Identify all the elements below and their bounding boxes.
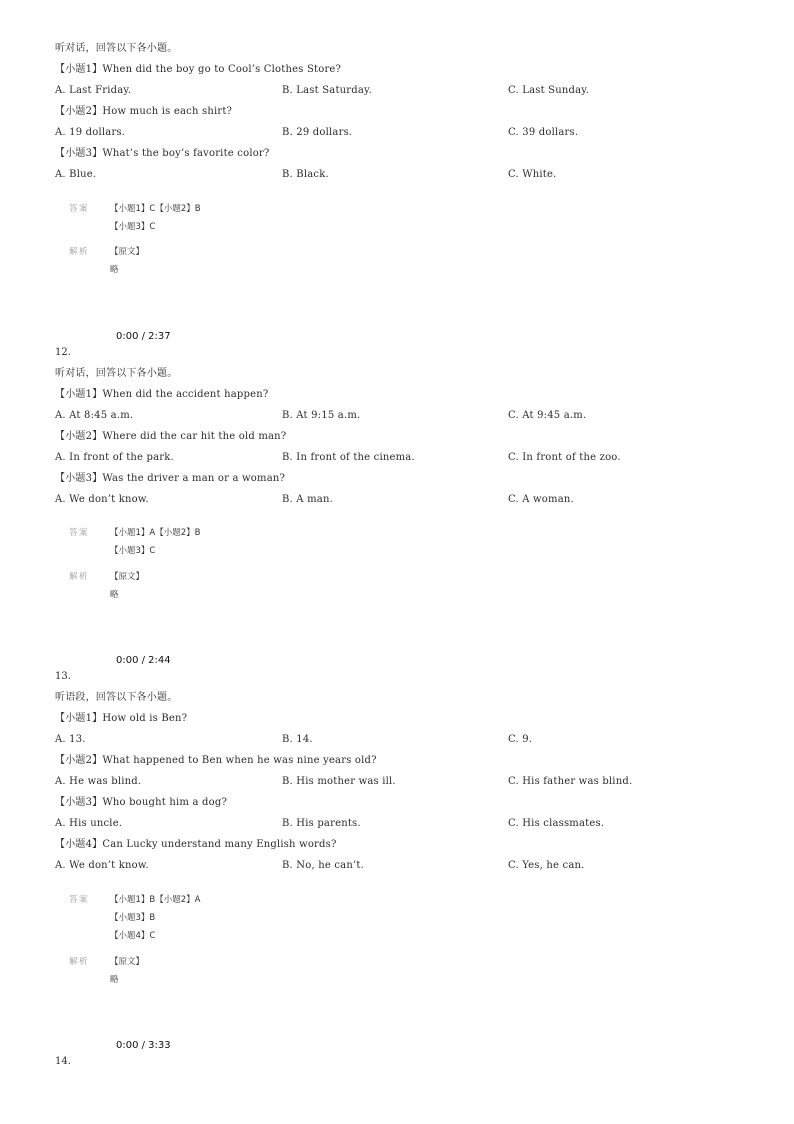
question-options <box>55 127 755 139</box>
question-stem: 【小题3】Was the driver a man or a woman? <box>55 473 286 484</box>
answer-line: 【小题3】C <box>110 546 156 556</box>
option-b: B. 14. <box>282 734 313 745</box>
audio-player-time[interactable]: 0:00 / 3:33 <box>116 1040 171 1051</box>
section-instruction: 听语段，回答以下各小题。 <box>55 692 178 703</box>
option-c: C. At 9:45 a.m. <box>508 410 587 421</box>
option-c: C. Last Sunday. <box>508 85 590 96</box>
option-b: B. 29 dollars. <box>282 127 353 138</box>
option-a: A. We don’t know. <box>55 494 149 505</box>
option-b: B. No, he can’t. <box>282 860 364 871</box>
option-a: A. Last Friday. <box>55 85 132 96</box>
question-options <box>55 85 755 97</box>
option-b: B. In front of the cinema. <box>282 452 415 463</box>
question-options <box>55 734 755 746</box>
analysis-label: 解析 <box>69 572 90 582</box>
answer-line: 【小题1】A【小题2】B <box>110 528 201 538</box>
answer-label: 答案 <box>69 528 90 538</box>
option-a: A. His uncle. <box>55 818 123 829</box>
option-c: C. In front of the zoo. <box>508 452 621 463</box>
section-instruction: 听对话，回答以下各小题。 <box>55 368 178 379</box>
audio-player-time[interactable]: 0:00 / 2:44 <box>116 655 171 666</box>
option-a: A. 13. <box>55 734 86 745</box>
question-options <box>55 410 755 422</box>
audio-player-time[interactable]: 0:00 / 2:37 <box>116 331 171 342</box>
answer-line: 【小题3】B <box>110 913 156 923</box>
option-c: C. Yes, he can. <box>508 860 585 871</box>
option-b: B. At 9:15 a.m. <box>282 410 361 421</box>
analysis-label: 解析 <box>69 247 90 257</box>
analysis-title: 【原文】 <box>110 572 145 582</box>
option-c: C. His father was blind. <box>508 776 633 787</box>
analysis-body: 略 <box>110 975 119 985</box>
option-a: A. 19 dollars. <box>55 127 126 138</box>
question-number: 13. <box>55 671 71 682</box>
question-stem: 【小题1】How old is Ben? <box>55 713 188 724</box>
analysis-title: 【原文】 <box>110 247 145 257</box>
option-a: A. He was blind. <box>55 776 142 787</box>
option-b: B. His parents. <box>282 818 361 829</box>
option-c: C. 39 dollars. <box>508 127 579 138</box>
option-a: A. Blue. <box>55 169 97 180</box>
option-a: A. In front of the park. <box>55 452 174 463</box>
question-number: 14. <box>55 1056 71 1067</box>
option-b: B. Last Saturday. <box>282 85 372 96</box>
analysis-label: 解析 <box>69 957 90 967</box>
answer-label: 答案 <box>69 204 90 214</box>
question-stem: 【小题1】When did the boy go to Cool’s Clothes Store? <box>55 64 342 75</box>
question-stem: 【小题2】Where did the car hit the old man? <box>55 431 287 442</box>
answer-line: 【小题1】C【小题2】B <box>110 204 201 214</box>
option-c: C. 9. <box>508 734 533 745</box>
analysis-title: 【原文】 <box>110 957 145 967</box>
question-options <box>55 776 755 788</box>
analysis-body: 略 <box>110 265 119 275</box>
question-stem: 【小题3】What’s the boy’s favorite color? <box>55 148 270 159</box>
option-a: A. We don’t know. <box>55 860 149 871</box>
question-options <box>55 494 755 506</box>
answer-line: 【小题1】B【小题2】A <box>110 895 201 905</box>
option-b: B. A man. <box>282 494 333 505</box>
answer-line: 【小题4】C <box>110 931 156 941</box>
option-c: C. White. <box>508 169 557 180</box>
option-c: C. His classmates. <box>508 818 605 829</box>
option-c: C. A woman. <box>508 494 574 505</box>
option-b: B. His mother was ill. <box>282 776 396 787</box>
question-options <box>55 818 755 830</box>
answer-line: 【小题3】C <box>110 222 156 232</box>
question-stem: 【小题4】Can Lucky understand many English words? <box>55 839 337 850</box>
option-a: A. At 8:45 a.m. <box>55 410 134 421</box>
section-instruction: 听对话，回答以下各小题。 <box>55 43 178 54</box>
question-stem: 【小题2】What happened to Ben when he was nine years old? <box>55 755 377 766</box>
question-stem: 【小题3】Who bought him a dog? <box>55 797 228 808</box>
answer-label: 答案 <box>69 895 90 905</box>
question-options <box>55 452 755 464</box>
question-stem: 【小题2】How much is each shirt? <box>55 106 233 117</box>
question-options <box>55 860 755 872</box>
question-number: 12. <box>55 347 71 358</box>
analysis-body: 略 <box>110 590 119 600</box>
question-options <box>55 169 755 181</box>
option-b: B. Black. <box>282 169 329 180</box>
question-stem: 【小题1】When did the accident happen? <box>55 389 269 400</box>
